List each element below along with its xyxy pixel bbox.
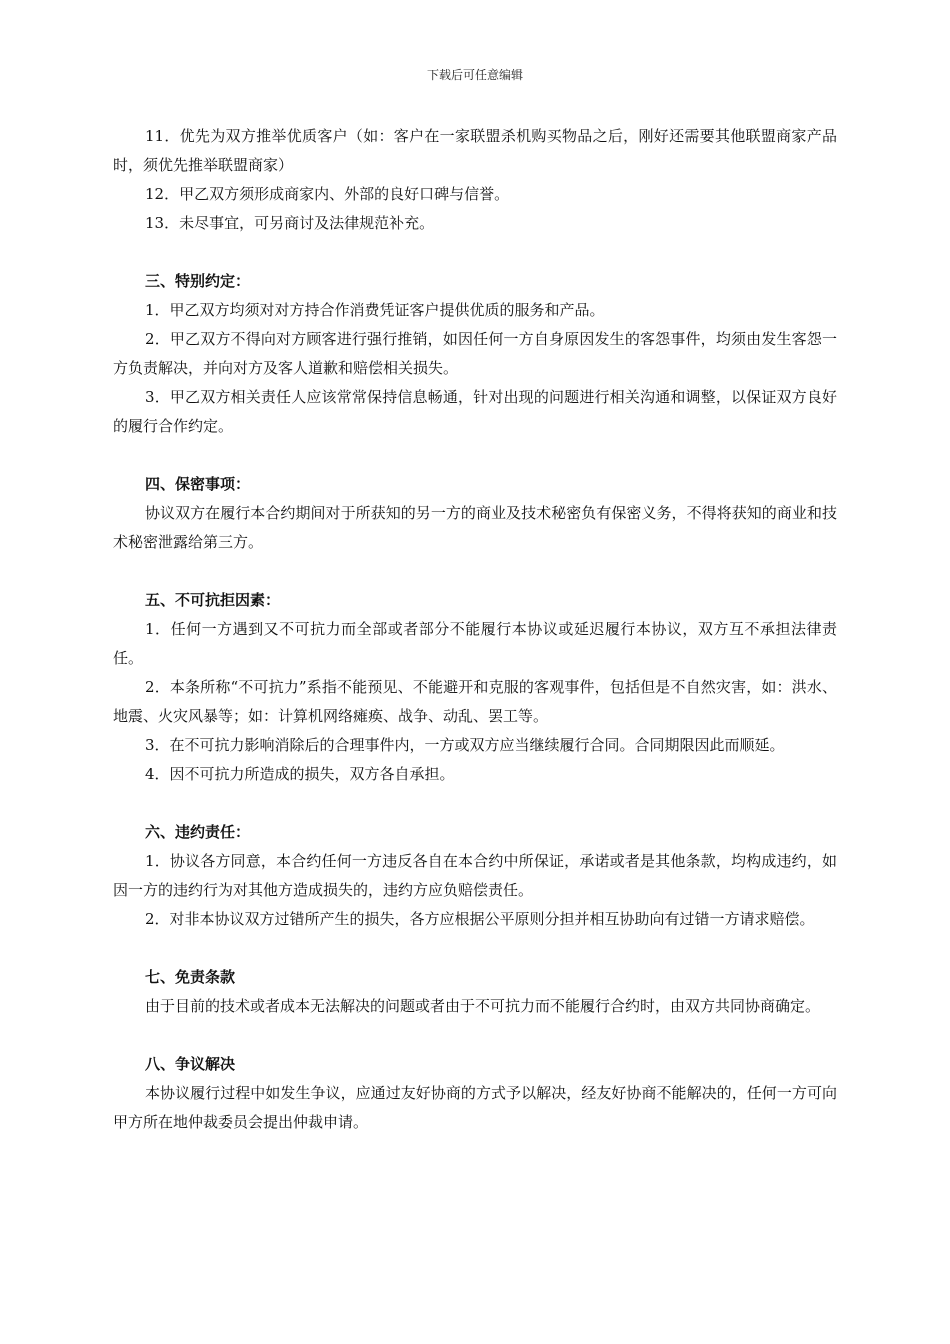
page-header: 下载后可任意编辑 <box>426 68 523 82</box>
clause-paragraph: 协议双方在履行本合约期间对于所获知的另一方的商业及技术秘密负有保密义务，不得将获知的商业和技术秘密泄露给第三方。 <box>113 504 837 551</box>
section-heading: 四、保密事项： <box>145 475 251 493</box>
clause-paragraph: 本协议履行过程中如发生争议，应通过友好协商的方式予以解决，经友好协商不能解决的，任何一方可向甲方所在地仲裁委员会提出仲裁申请。 <box>113 1084 837 1131</box>
clause-paragraph: 2．本条所称“不可抗力”系指不能预见、不能避开和克服的客观事件，包括但是不自然灾害，如：洪水、地震、火灾风暴等；如：计算机网络瘫痪、战争、动乱、罢工等。 <box>113 678 837 725</box>
section-heading: 六、违约责任： <box>145 823 251 841</box>
section-spacer <box>113 441 837 470</box>
section-heading: 三、特别约定： <box>145 272 251 290</box>
clause-paragraph: 12．甲乙双方须形成商家内、外部的良好口碑与信誉。 <box>145 185 510 203</box>
section-spacer <box>113 1021 837 1050</box>
clause-paragraph: 4．因不可抗力所造成的损失，双方各自承担。 <box>145 765 455 783</box>
section-spacer <box>113 557 837 586</box>
clause-paragraph: 1．任何一方遇到又不可抗力而全部或者部分不能履行本协议或延迟履行本协议，双方互不承担法律责任。 <box>113 620 837 667</box>
document-body <box>113 122 837 1137</box>
section-spacer <box>113 934 837 963</box>
clause-paragraph: 1．协议各方同意，本合约任何一方违反各自在本合约中所保证，承诺或者是其他条款，均构成违约，如因一方的违约行为对其他方造成损失的，违约方应负赔偿责任。 <box>113 852 837 899</box>
clause-paragraph: 3．甲乙双方相关责任人应该常常保持信息畅通，针对出现的问题进行相关沟通和调整，以保证双方良好的履行合作约定。 <box>113 388 837 435</box>
clause-paragraph: 1．甲乙双方均须对对方持合作消费凭证客户提供优质的服务和产品。 <box>145 301 605 319</box>
clause-paragraph: 3．在不可抗力影响消除后的合理事件内，一方或双方应当继续履行合同。合同期限因此而顺延。 <box>145 736 785 754</box>
clause-paragraph: 13．未尽事宜，可另商讨及法律规范补充。 <box>145 214 435 232</box>
section-heading: 七、免责条款 <box>145 968 236 986</box>
clause-paragraph: 由于目前的技术或者成本无法解决的问题或者由于不可抗力而不能履行合约时，由双方共同协商确定。 <box>145 997 821 1015</box>
clause-paragraph: 2．甲乙双方不得向对方顾客进行强行推销，如因任何一方自身原因发生的客怨事件，均须由发生客怨一方负责解决，并向对方及客人道歉和赔偿相关损失。 <box>113 330 837 377</box>
section-spacer <box>113 238 837 267</box>
clause-paragraph: 11．优先为双方推举优质客户（如：客户在一家联盟杀机购买物品之后，刚好还需要其他联盟商家产品时，须优先推举联盟商家） <box>113 127 837 174</box>
section-spacer <box>113 789 837 818</box>
section-heading: 五、不可抗拒因素： <box>145 591 281 609</box>
clause-paragraph: 2．对非本协议双方过错所产生的损失，各方应根据公平原则分担并相互协助向有过错一方请求赔偿。 <box>145 910 815 928</box>
section-heading: 八、争议解决 <box>145 1055 236 1073</box>
